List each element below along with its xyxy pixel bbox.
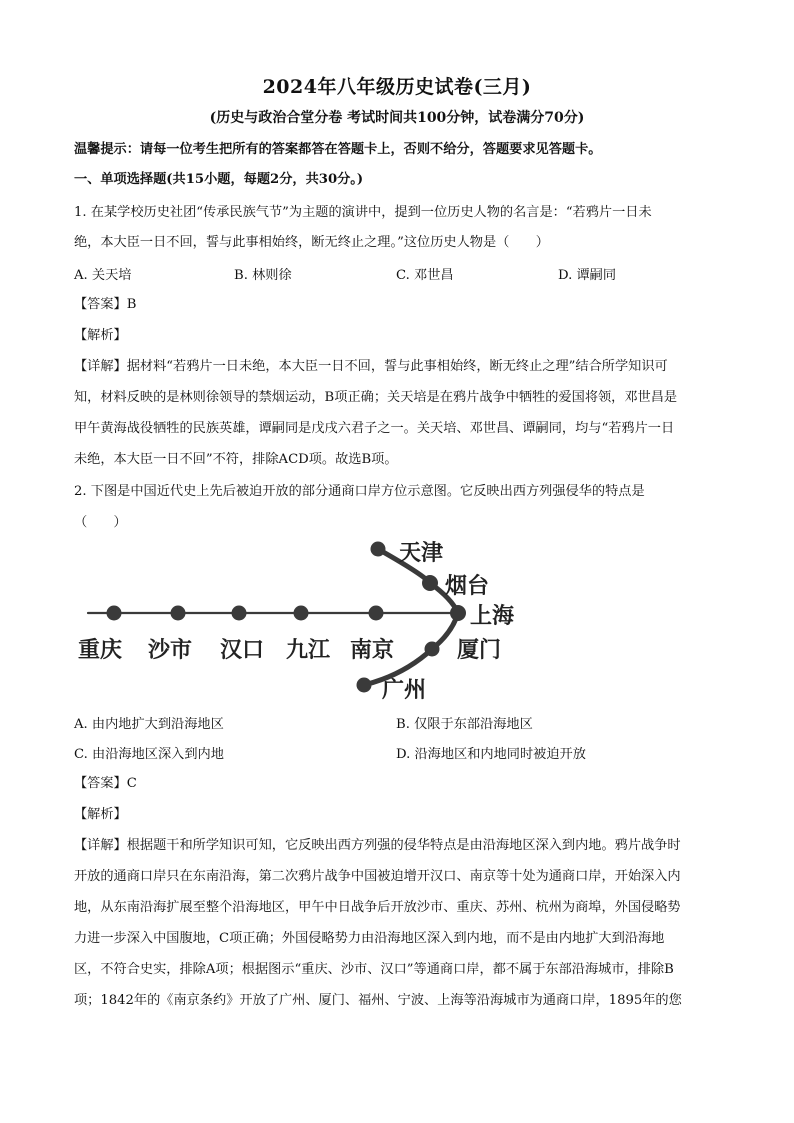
q2-answer: 【答案】C [74,776,137,791]
port-dot-xiamen [425,642,440,657]
notice-text: 温馨提示：请每一位考生把所有的答案都答在答题卡上，否则不给分，答题要求见答题卡。 [74,142,602,157]
q1-detail-line-2: 知，材料反映的是林则徐领导的禁烟运动，B项正确；关天培是在鸦片战争中牺牲的爱国将领，邓世昌是 [74,390,678,405]
q2-option-b: B. 仅限于东部沿海地区 [396,717,533,732]
q1-option-d: D. 谭嗣同 [558,268,617,283]
q2-option-a: A. 由内地扩大到沿海地区 [74,717,224,732]
q2-stem-line-2: （ ） [74,515,127,530]
page-subtitle: (历史与政治合堂分卷 考试时间共100分钟，试卷满分70分) [209,110,585,126]
port-dot-tianjin [371,542,386,557]
q1-stem-line-1: 1. 在某学校历史社团“传承民族气节”为主题的演讲中，提到一位历史人物的名言是：“若鸦片一日未 [74,205,652,220]
q2-detail-line-4: 力进一步深入中国腹地，C项正确；外国侵略势力由沿海地区深入到内地，而不是由内地扩大到沿海地 [74,931,665,946]
q1-analysis-label: 【解析】 [74,328,127,343]
label-jiujiang: 九江 [286,638,331,663]
q2-analysis-label: 【解析】 [74,807,127,822]
label-shashi: 沙市 [148,638,193,663]
port-dot-shanghai [450,605,466,621]
q1-detail-line-4: 未绝，本大臣一日不回”不符，排除ACD项。故选B项。 [74,452,398,467]
q2-option-c: C. 由沿海地区深入到内地 [74,747,224,762]
port-dot-guangzhou [357,678,372,693]
q2-detail-line-6: 项；1842年的《南京条约》开放了广州、厦门、福州、宁波、上海等沿海城市为通商口岸，1895年的您 [74,993,682,1008]
label-nanjing: 南京 [350,638,395,663]
q1-detail-line-1: 【详解】据材料“若鸦片一日未绝，本大臣一日不回，誓与此事相始终，断无终止之理”结合所学知识可 [74,359,668,374]
port-dot-yantai [422,575,438,591]
q2-stem-line-1: 2. 下图是中国近代史上先后被迫开放的部分通商口岸方位示意图。它反映出西方列强侵华的特点是 [74,484,645,499]
port-dot-shashi [171,606,186,621]
label-shanghai: 上海 [470,604,515,629]
q2-detail-line-1: 【详解】根据题干和所学知识可知，它反映出西方列强的侵华特点是由沿海地区深入到内地。鸦片战争时 [74,838,681,853]
label-tianjin: 天津 [399,541,444,566]
q2-detail-line-3: 地，从东南沿海扩展至整个沿海地区，甲午中日战争后开放沙市、重庆、苏州、杭州为商埠，外国侵略势 [74,900,681,915]
q1-detail-line-3: 甲午黄海战役牺牲的民族英雄，谭嗣同是戊戌六君子之一。关天培、邓世昌、谭嗣同，均与“若鸦片一日 [74,421,675,436]
label-xiamen: 厦门 [457,638,502,663]
q1-answer: 【答案】B [74,297,137,312]
label-guangzhou: 广州 [382,678,427,700]
q2-detail-line-2: 开放的通商口岸只在东南沿海，第二次鸦片战争中国被迫增开汉口、南京等十处为通商口岸，开始深入内 [74,869,681,884]
label-chongqing: 重庆 [78,638,123,663]
q2-detail-line-5: 区，不符合史实，排除A项；根据图示“重庆、沙市、汉口”等通商口岸，都不属于东部沿海城市，排除B [74,962,674,977]
port-dot-chongqing [107,606,122,621]
port-dot-jiujiang [294,606,309,621]
port-dot-hankou [232,606,247,621]
label-hankou: 汉口 [220,638,265,663]
q2-option-d: D. 沿海地区和内地同时被迫开放 [396,747,586,762]
q1-option-b: B. 林则徐 [234,268,292,283]
q1-stem-line-2: 绝，本大臣一日不回，誓与此事相始终，断无终止之理。”这位历史人物是（ ） [74,235,549,250]
q1-option-a: A. 关天培 [74,268,132,283]
q1-option-c: C. 邓世昌 [396,268,454,283]
section-heading: 一、单项选择题(共15小题，每题2分，共30分。) [74,172,364,187]
port-dot-nanjing [369,606,384,621]
label-yantai: 烟台 [445,574,490,599]
treaty-ports-map [74,535,534,700]
page-title: 2024年八年级历史试卷(三月) [262,76,532,98]
